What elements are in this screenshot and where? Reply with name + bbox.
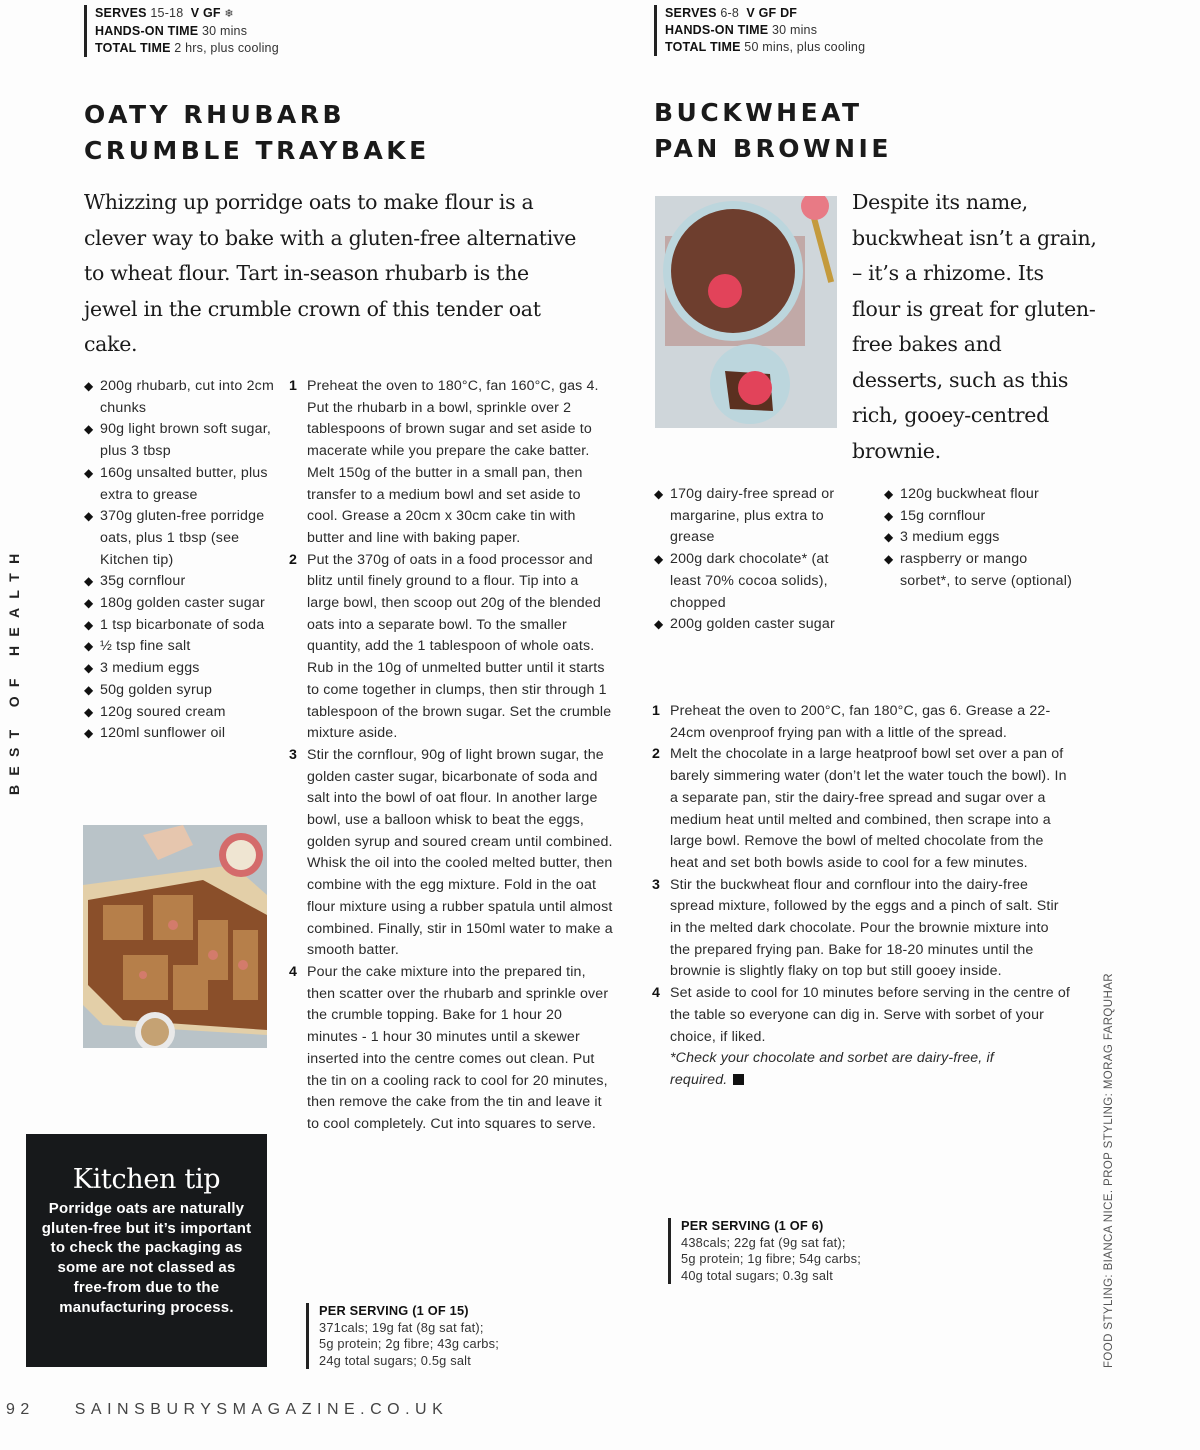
snowflake-icon: ❄ — [224, 8, 234, 20]
kitchen-tip-body: Porridge oats are naturally gluten-free but it’s important to check the packaging as some are not classed as free-from due to the manufacturing process. — [41, 1200, 252, 1316]
step-text: Melt the chocolate in a large heatproof bowl set over a pan of barely simmering water (don’t let the water touch the bowl). In a separate pan, stir the dairy-free spread and sugar over a medium heat until melted and combined, then scrape into a large bowl. Remove the bowl of melted chocolate from the heat and set both bowls aside to cool for a few minutes. — [670, 746, 1067, 871]
method-step — [289, 962, 614, 1136]
step-text: Preheat the oven to 200°C, fan 180°C, gas 6. Grease a 22-24cm ovenproof frying pan with a little of the spread. — [670, 703, 1051, 741]
serves-label: SERVES — [95, 6, 147, 20]
footnote-text: *Check your chocolate and sorbet are dairy-free, if required. — [670, 1050, 994, 1088]
serves-value: 6-8 — [720, 6, 740, 20]
ingredient-item: ◆ 200g dark chocolate* (at least 70% cocoa solids), chopped — [654, 549, 854, 614]
nutrition-line: 5g protein; 1g fibre; 54g carbs; — [681, 1251, 861, 1266]
ingredient-item: ◆ 200g golden caster sugar — [654, 614, 854, 636]
brownie-photo — [655, 196, 837, 428]
brownie-image — [655, 196, 837, 428]
left-recipe-intro: Whizzing up porridge oats to make flour is a clever way to bake with a gluten-free alternative to wheat flour. Tart in-season rhubarb is the jewel in the crumble crown of this tender oat cake. — [84, 190, 577, 356]
total-time-value: 50 mins, plus cooling — [744, 40, 866, 54]
method-step — [652, 983, 1072, 1092]
ingredient-item: ◆ ½ tsp fine salt — [84, 636, 279, 658]
step-number: 2 — [289, 551, 298, 568]
right-ingredients-col2 — [884, 484, 1074, 593]
nutrition-line: 438cals; 22g fat (9g sat fat); — [681, 1234, 846, 1250]
kitchen-tip-box — [26, 1134, 267, 1367]
traybake-image — [83, 825, 267, 1048]
end-square-icon — [733, 1074, 744, 1085]
ingredient-item: ◆ 160g unsalted butter, plus extra to grease — [84, 463, 279, 506]
ingredient-item: ◆ 120ml sunflower oil — [84, 723, 279, 745]
right-ingredients-col1 — [654, 484, 854, 636]
ingredient-item: ◆ 3 medium eggs — [84, 658, 279, 680]
step-text: Pour the cake mixture into the prepared tin, then scatter over the rhubarb and sprinkle over the crumble topping. Bake for 1 hour 20 minutes - 1 hour 30 minutes until a skewer inserted into the centre comes out clean. Put the tin on a cooling rack to cool for 20 minutes, then remove the cake from the tin and leave it to cool completely. Cut into squares to serve. — [307, 963, 609, 1132]
title-line-1: OATY RHUBARB — [84, 100, 346, 129]
ingredient-item: ◆ 200g rhubarb, cut into 2cm chunks — [84, 376, 279, 419]
title-line-2: PAN BROWNIE — [654, 134, 892, 163]
section-label: BEST OF HEALTH — [6, 544, 22, 795]
total-time-label: TOTAL TIME — [665, 40, 741, 54]
ingredient-item: ◆ 50g golden syrup — [84, 680, 279, 702]
ingredient-item: ◆ 3 medium eggs — [884, 527, 1074, 549]
right-recipe-title — [654, 95, 892, 167]
ingredient-item: ◆ 1 tsp bicarbonate of soda — [84, 615, 279, 637]
ingredient-item: ◆ 170g dairy-free spread or margarine, plus extra to grease — [654, 484, 854, 549]
total-time-label: TOTAL TIME — [95, 41, 171, 55]
step-text: Stir the buckwheat flour and cornflour into the dairy-free spread mixture, followed by the eggs and a pinch of salt. Stir in the melted dark chocolate. Pour the brownie mixture into the prepared frying pan. Bake for 18-20 minutes until the brownie is slightly flaky on top but still gooey inside. — [670, 876, 1059, 980]
method-step — [652, 744, 1072, 874]
ingredient-item: ◆ 35g cornflour — [84, 571, 279, 593]
title-line-1: BUCKWHEAT — [654, 98, 863, 127]
right-method-list — [652, 701, 1072, 1092]
method-step — [289, 376, 614, 550]
step-number: 4 — [289, 963, 298, 980]
hands-on-label: HANDS-ON TIME — [95, 24, 199, 38]
nutrition-line: 40g total sugars; 0.3g salt — [681, 1267, 833, 1283]
left-nutrition — [306, 1303, 499, 1369]
method-step — [289, 745, 614, 962]
title-line-2: CRUMBLE TRAYBAKE — [84, 136, 430, 165]
ingredient-item: ◆ 370g gluten-free porridge oats, plus 1 tbsp (see Kitchen tip) — [84, 506, 279, 571]
nutrition-heading: PER SERVING (1 OF 6) — [681, 1218, 824, 1233]
photo-credits: FOOD STYLING: BIANCA NICE. PROP STYLING: MORAG FARQUHAR — [1103, 973, 1115, 1368]
left-ingredients-list — [84, 376, 279, 745]
right-recipe-meta — [654, 5, 865, 56]
method-step — [652, 875, 1072, 984]
page-footer — [6, 1401, 448, 1419]
left-recipe-title — [84, 97, 430, 169]
right-recipe-intro: Despite its name, buckwheat isn’t a grain, – it’s a rhizome. Its flour is great for gluten-free bakes and desserts, such as this rich, gooey-centred brownie. — [852, 190, 1097, 463]
ingredient-item: ◆ 90g light brown soft sugar, plus 3 tbsp — [84, 419, 279, 462]
nutrition-line: 24g total sugars; 0.5g salt — [319, 1352, 471, 1368]
step-number: 4 — [652, 985, 661, 1002]
ingredient-item: ◆ 120g buckwheat flour — [884, 484, 1074, 506]
traybake-photo — [83, 825, 267, 1048]
website-link[interactable]: SAINSBURYSMAGAZINE.CO.UK — [74, 1401, 449, 1418]
page-number: 92 — [6, 1401, 35, 1418]
ingredient-item: ◆ 15g cornflour — [884, 506, 1074, 528]
step-number: 1 — [289, 378, 298, 394]
diet-tags: V GF — [190, 6, 221, 20]
method-step — [652, 701, 1072, 744]
left-recipe-meta — [84, 5, 279, 57]
step-number: 2 — [652, 746, 661, 763]
hands-on-value: 30 mins — [771, 23, 818, 37]
hands-on-value: 30 mins — [201, 24, 248, 38]
ingredient-item: ◆ 120g soured cream — [84, 702, 279, 724]
step-text: Put the 370g of oats in a food processor and blitz until finely ground to a flour. Tip into a large bowl, then scoop out 20g of the blended oats into a separate bowl. To the smaller quantity, add the 1 tablespoon of whole oats. Rub in the 10g of unmelted butter until it starts to come together in clumps, then stir through 1 tablespoon of the brown sugar. Set the crumble mixture aside. — [307, 551, 612, 742]
step-number: 3 — [289, 746, 298, 763]
nutrition-heading: PER SERVING (1 OF 15) — [319, 1303, 469, 1318]
step-text: Set aside to cool for 10 minutes before serving in the centre of the table so everyone can dig in. Serve with sorbet of your choice, if liked. — [670, 985, 1070, 1045]
step-number: 1 — [652, 703, 661, 719]
left-method-list — [289, 376, 614, 1136]
right-nutrition — [668, 1218, 861, 1284]
hands-on-label: HANDS-ON TIME — [665, 23, 769, 37]
kitchen-tip-heading: Kitchen tip — [72, 1164, 221, 1195]
step-text: Preheat the oven to 180°C, fan 160°C, gas 4. Put the rhubarb in a bowl, sprinkle over 2 tablespoons of brown sugar and set aside to macerate while you prepare the cake batter. Melt 150g of the butter in a small pan, then transfer to a medium bowl and set aside to cool. Grease a 20cm x 30cm cake tin with butter and line with baking paper. — [307, 378, 599, 546]
ingredient-item: ◆ 180g golden caster sugar — [84, 593, 279, 615]
step-text: Stir the cornflour, 90g of light brown sugar, the golden caster sugar, bicarbonate of soda and salt into the bowl of oat flour. In another large bowl, use a balloon whisk to beat the eggs, golden syrup and soured cream until combined. Whisk the oil into the cooled melted butter, then combine with the egg mixture. Fold in the oat flour mixture using a rubber spatula until almost combined. Finally, stir in 150ml water to make a smooth batter. — [307, 746, 613, 959]
nutrition-line: 5g protein; 2g fibre; 43g carbs; — [319, 1336, 499, 1351]
diet-tags: V GF DF — [746, 6, 798, 20]
method-step — [289, 550, 614, 745]
serves-value: 15-18 — [150, 6, 184, 20]
footnote — [670, 1048, 1040, 1091]
nutrition-line: 371cals; 19g fat (8g sat fat); — [319, 1319, 484, 1335]
serves-label: SERVES — [665, 6, 717, 20]
total-time-value: 2 hrs, plus cooling — [174, 41, 279, 55]
step-number: 3 — [652, 876, 661, 893]
ingredient-item: ◆ raspberry or mango sorbet*, to serve (optional) — [884, 549, 1074, 592]
